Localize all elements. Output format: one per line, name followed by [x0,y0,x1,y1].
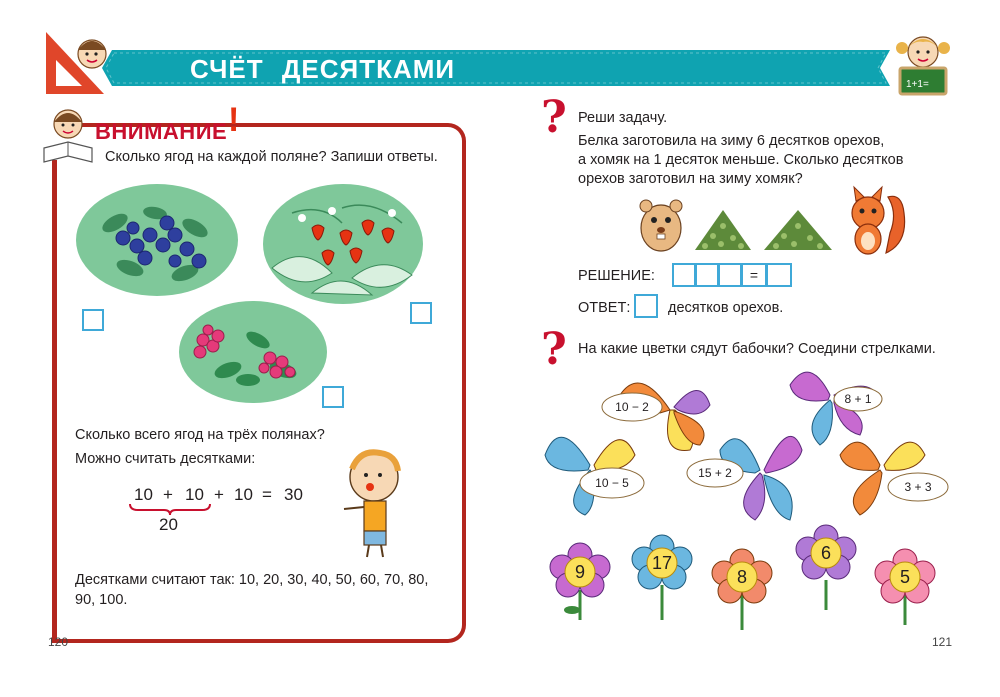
butterfly-3-plus-3 [840,442,948,515]
butterfly-15-plus-2 [687,436,802,520]
attention-heading: ВНИМАНИЕ [95,119,228,144]
left-frame-edge [52,160,57,643]
flower-num-17: 17 [651,553,673,573]
cranberry-meadow [178,300,328,405]
butterfly-label-5: 3 + 3 [904,480,932,494]
flower-num-5: 5 [899,567,911,587]
solution-box-1[interactable] [672,263,696,287]
answer-label: ОТВЕТ: [578,300,631,316]
butterfly-label-3: 15 + 2 [698,466,732,480]
solution-box-2[interactable] [695,263,719,287]
page-title: СЧЁТ ДЕСЯТКАМИ [190,54,456,84]
butterflies-flowers-scene [540,355,960,635]
ruler-triangle-icon [40,28,110,98]
solution-equals: = [749,267,759,283]
task1-title: Реши задачу. [578,110,668,126]
eq-result: 30 [284,485,303,504]
eq-op1: + [163,485,173,504]
answer-box[interactable] [634,294,658,318]
flower-num-6: 6 [820,543,832,563]
page-number-left: 120 [48,635,69,649]
flower-8 [712,549,772,630]
answer-box-strawberry[interactable] [410,302,432,324]
total-question: Сколько всего ягод на трёх полянах? [75,427,325,443]
eq-op2: + [214,485,224,504]
problem-line-1: Белка заготовила на зиму 6 десятков орехов, [578,133,885,149]
squirrel-icon [846,183,908,255]
solution-box-4[interactable] [741,263,767,287]
nut-pile-2 [762,206,834,252]
answer-suffix: десятков орехов. [668,300,784,316]
flower-9 [550,543,610,620]
flower-num-9: 9 [574,562,586,582]
answer-box-blueberry[interactable] [82,309,104,331]
task-berries: Сколько ягод на каждой поляне? Запиши ответы. [105,149,438,165]
attention-mark: ! [228,101,240,139]
question-mark-icon-2: ? [541,324,567,375]
solution-box-3[interactable] [718,263,742,287]
strawberry-meadow [262,183,424,305]
board-text: 1+1= [906,79,929,90]
butterfly-label-4: 10 − 5 [595,476,629,490]
butterfly-8-plus-1 [790,372,882,445]
eq-partial: 20 [159,515,178,534]
flower-num-8: 8 [736,567,748,587]
answer-box-cranberry[interactable] [322,386,344,408]
grouping-brace [128,502,212,516]
blueberry-meadow [75,183,240,298]
flower-5 [875,549,935,625]
tens-line-1: Десятками считают так: 10, 20, 30, 40, 50, 60, 70, 80, [75,572,429,588]
reading-child-icon [40,104,96,166]
question-mark-icon: ? [541,92,567,143]
butterfly-label-1: 10 − 2 [615,400,649,414]
solution-box-5[interactable] [766,263,792,287]
flower-17 [632,535,692,620]
eq-a: 10 [134,485,153,504]
problem-line-2: а хомяк на 1 десяток меньше. Сколько десятков [578,152,904,168]
flower-6 [796,525,856,610]
eq-equals: = [262,485,272,504]
nut-pile-1 [693,206,753,252]
eq-c: 10 [234,485,253,504]
problem-line-3: орехов заготовил на зиму хомяк? [578,171,803,187]
tens-line-2: 90, 100. [75,592,128,608]
task2-title: На какие цветки сядут бабочки? Соедини стрелками. [578,341,936,357]
page-number-right: 121 [932,635,953,649]
butterfly-10-minus-5 [545,437,644,515]
solution-label: РЕШЕНИЕ: [578,268,655,284]
count-hint: Можно считать десятками: [75,451,256,467]
eq-b: 10 [185,485,204,504]
hamster-icon [638,196,684,252]
thinking-boy-icon [340,447,410,562]
butterfly-label-2: 8 + 1 [844,392,872,406]
